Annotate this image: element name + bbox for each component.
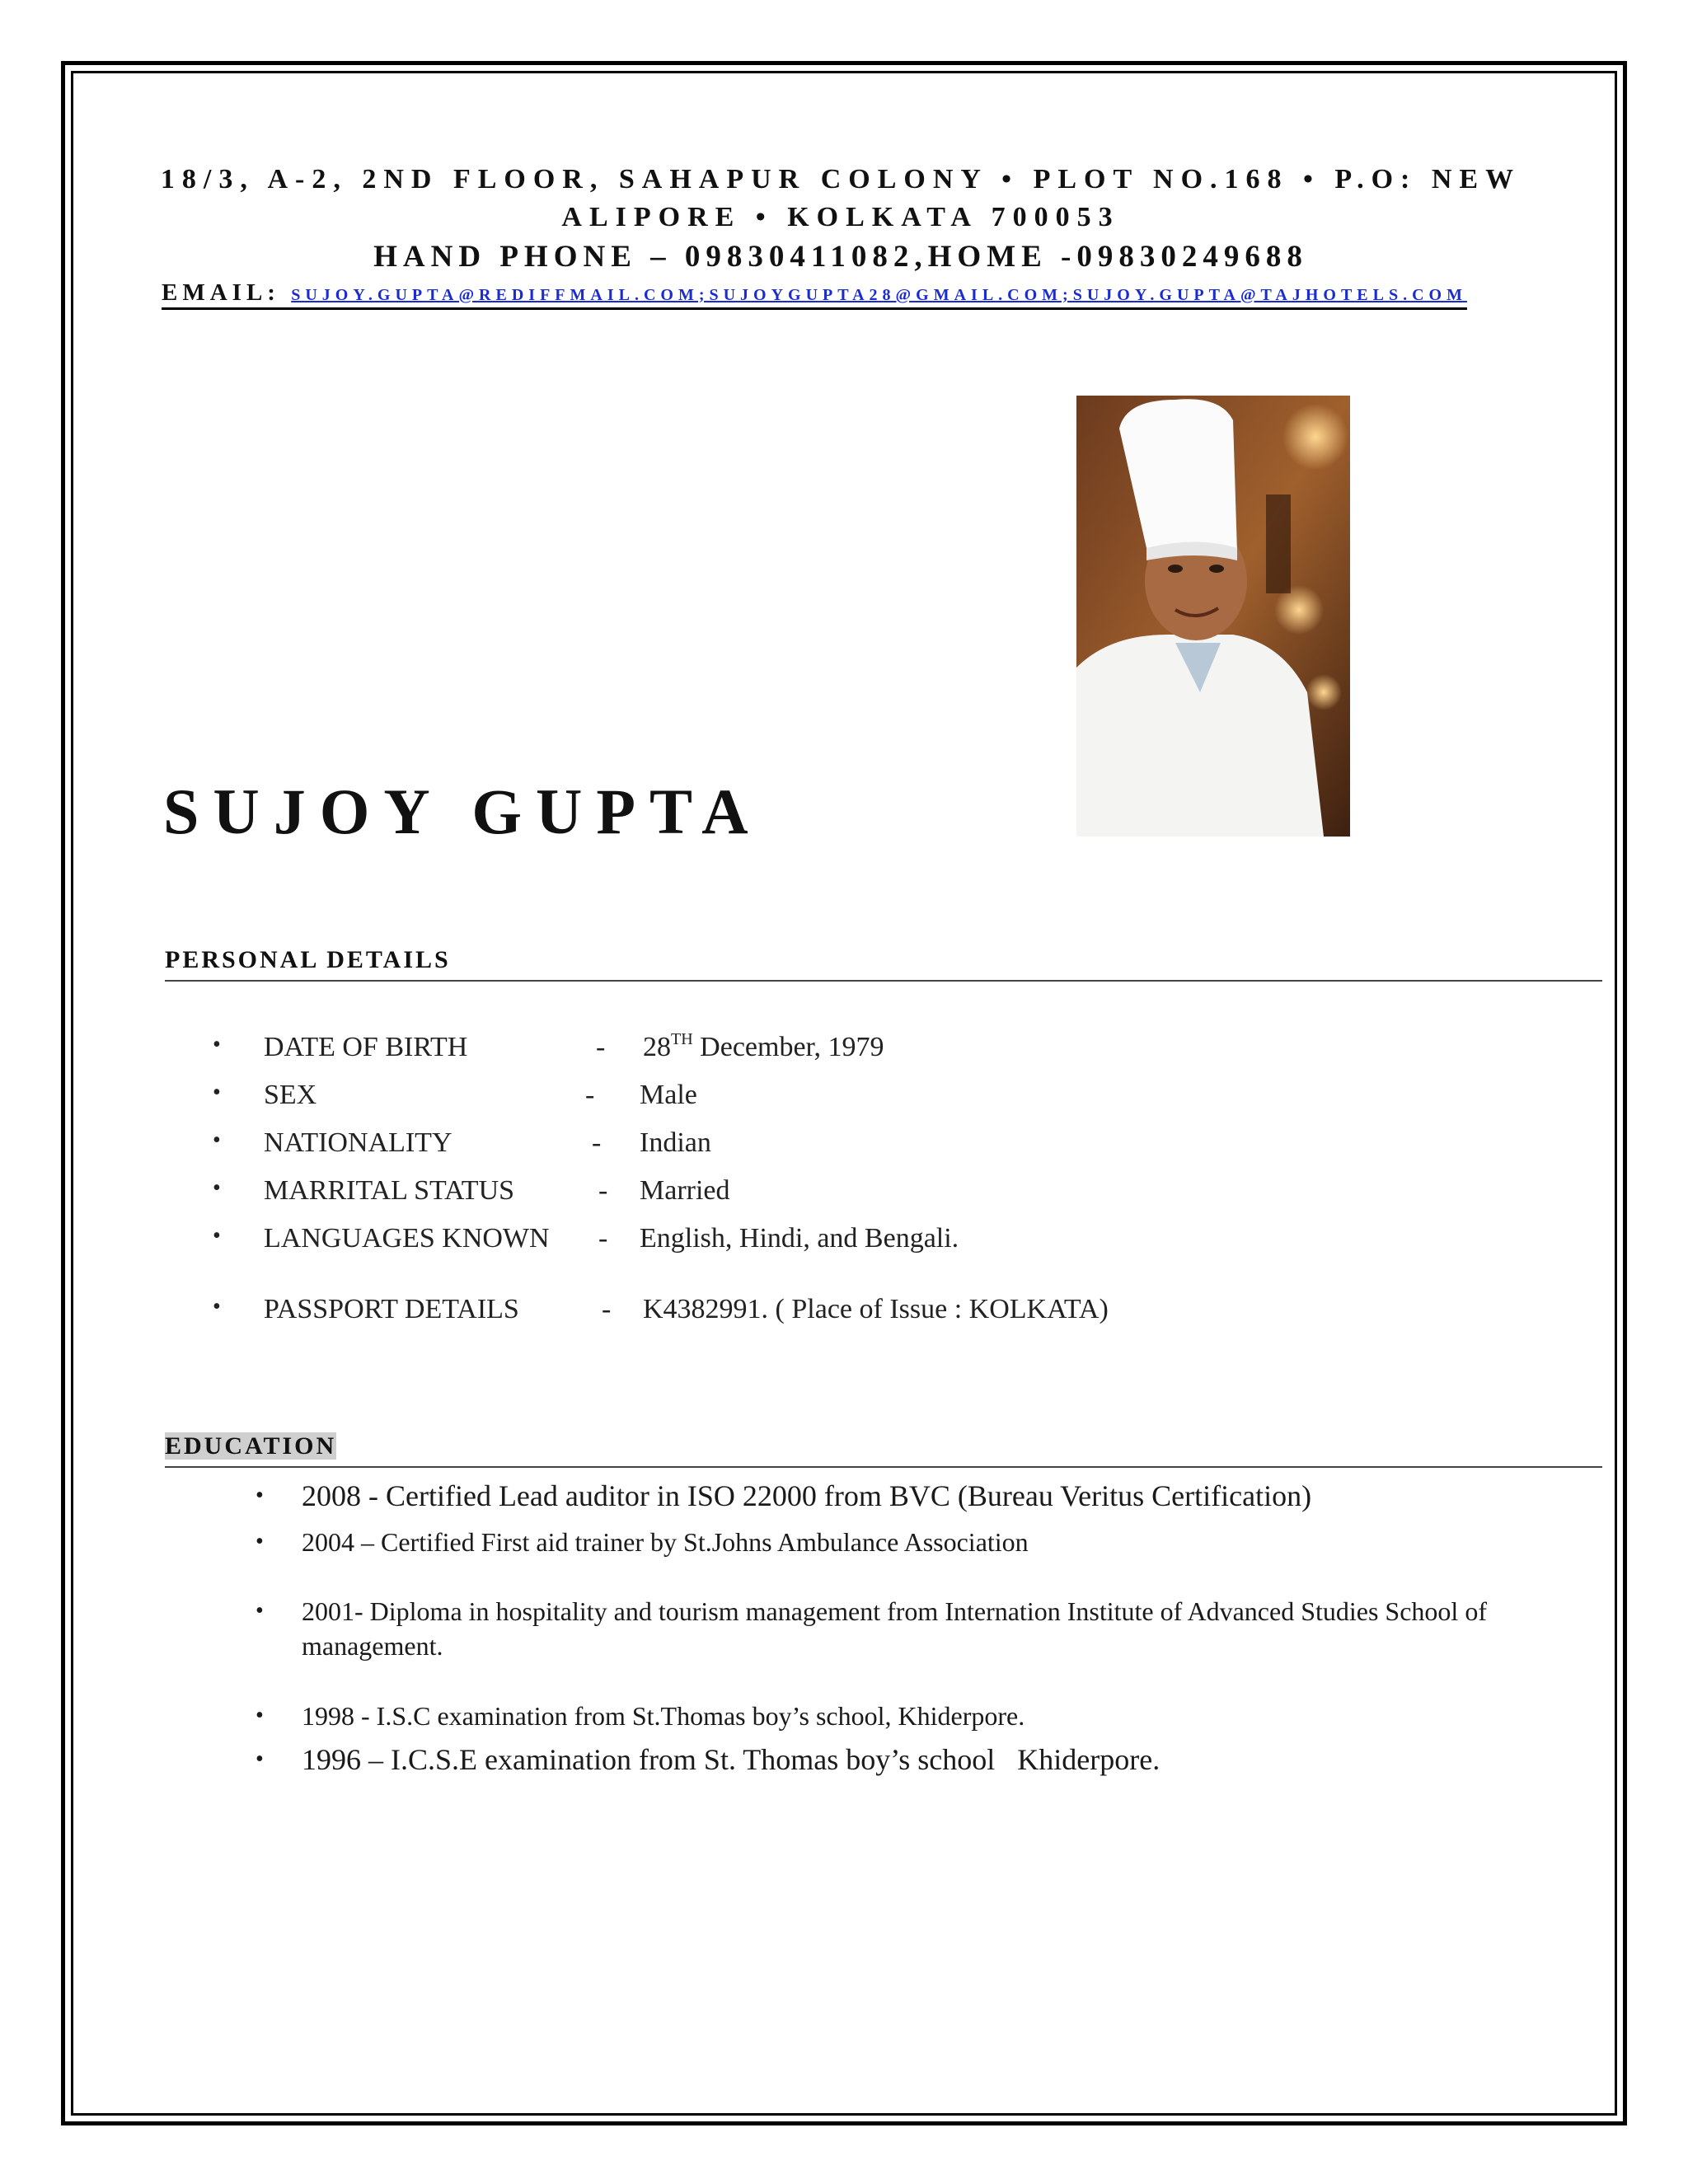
email-label: EMAIL: [162, 279, 280, 306]
detail-value: English, Hindi, and Bengali. [640, 1223, 959, 1254]
profile-photo [1076, 396, 1350, 837]
detail-value: 28TH December, 1979 [643, 1030, 884, 1062]
candidate-name: SUJOY GUPTA [163, 776, 762, 847]
detail-label: MARRITAL STATUS [264, 1175, 515, 1206]
bullet: • [213, 1032, 221, 1057]
email-addresses-link[interactable]: SUJOY.GUPTA@REDIFFMAIL.COM;SUJOYGUPTA28@GMAIL.COM;SUJOY.GUPTA@TAJHOTELS.COM [291, 286, 1467, 304]
detail-value: Indian [640, 1127, 711, 1158]
contact-header [148, 161, 1533, 278]
detail-dash: - [596, 1032, 606, 1062]
section-divider [165, 980, 1602, 982]
detail-label: PASSPORT DETAILS [264, 1294, 519, 1324]
education-text: 1996 – I.C.S.E examination from St. Thomas boy’s school Khiderpore. [302, 1743, 1160, 1776]
education-text: 2004 – Certified First aid trainer by St.Johns Ambulance Association [302, 1527, 1029, 1557]
bullet: • [213, 1080, 221, 1105]
section-divider [165, 1466, 1602, 1468]
bullet: • [213, 1127, 221, 1153]
bullet: • [256, 1483, 264, 1508]
personal-details-heading: PERSONAL DETAILS [165, 946, 451, 973]
detail-value: K4382991. ( Place of Issue : KOLKATA) [643, 1294, 1109, 1324]
detail-dash: - [585, 1080, 595, 1110]
detail-label: DATE OF BIRTH [264, 1032, 468, 1062]
email-line [162, 280, 1467, 310]
bullet: • [256, 1746, 264, 1772]
education-heading: EDUCATION [165, 1432, 337, 1460]
detail-dash: - [602, 1294, 612, 1324]
detail-dash: - [598, 1175, 608, 1206]
education-text: 1998 - I.S.C examination from St.Thomas boy’s school, Khiderpore. [302, 1701, 1025, 1731]
address-line-1: 18/3, A-2, 2ND FLOOR, SAHAPUR COLONY • PLOT NO.168 • P.O: NEW [160, 164, 1522, 194]
detail-label: SEX [264, 1080, 317, 1110]
detail-value: Male [640, 1080, 697, 1110]
bullet: • [256, 1529, 264, 1554]
bullet: • [213, 1294, 221, 1319]
detail-label: NATIONALITY [264, 1127, 452, 1158]
phone-line: HAND PHONE – 09830411082,HOME -09830249688 [373, 240, 1308, 274]
detail-dash: - [592, 1127, 602, 1158]
bullet: • [256, 1703, 264, 1728]
detail-label: LANGUAGES KNOWN [264, 1223, 550, 1254]
bullet: • [256, 1598, 264, 1624]
education-text: 2001- Diploma in hospitality and tourism management from Internation Institute of Advanced Studies School of management. [302, 1596, 1487, 1661]
bullet: • [213, 1223, 221, 1249]
bullet: • [213, 1175, 221, 1201]
education-text: 2008 - Certified Lead auditor in ISO 22000 from BVC (Bureau Veritus Certification) [302, 1479, 1312, 1512]
address-line-2: ALIPORE • KOLKATA 700053 [561, 202, 1120, 232]
detail-value: Married [640, 1175, 730, 1206]
detail-dash: - [598, 1223, 608, 1254]
